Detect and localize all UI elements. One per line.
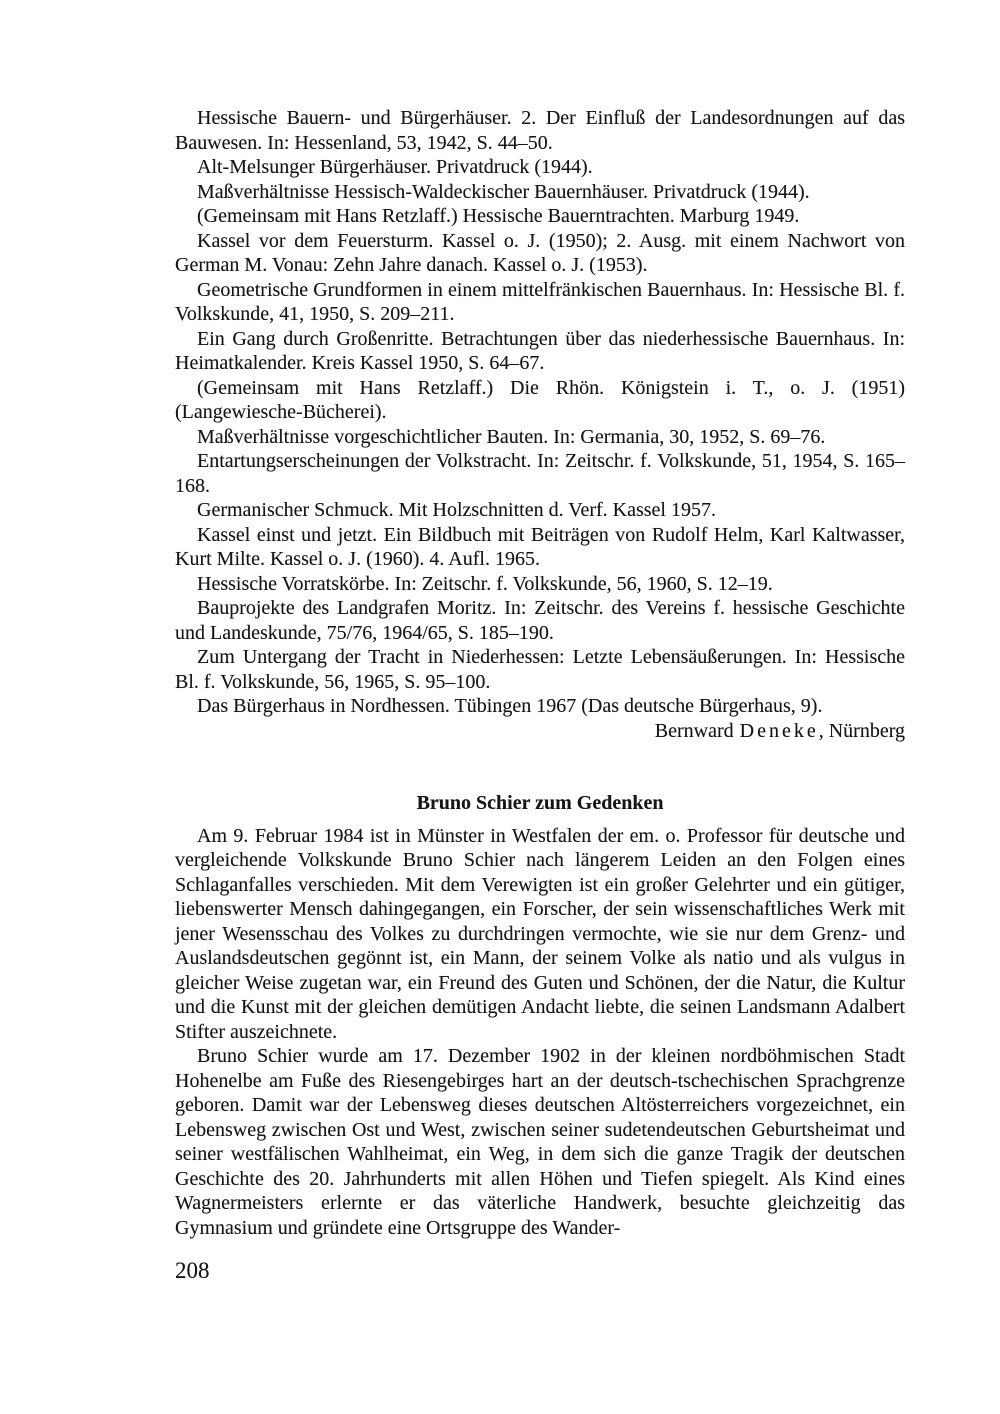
bibliography-entry: Maßverhältnisse vorgeschichtlicher Bauten. In: Germania, 30, 1952, S. 69–76. [197,425,826,448]
bibliography-entry: Zum Untergang der Tracht in Niederhessen: Letzte Lebensäußerungen. In: Hessische Bl. f. Volkskunde, 56, 1965, S. 95–100. [175,646,905,693]
bibliography-entry: Hessische Bauern- und Bürgerhäuser. 2. Der Einfluß der Landesordnungen auf das Bauwesen. In: Hessenland, 53, 1942, S. 44–50. [175,107,905,154]
bibliography-entry: (Gemeinsam mit Hans Retzlaff.) Hessische Bauerntrachten. Marburg 1949. [197,205,800,227]
obituary-section [175,791,905,1240]
text-block [175,106,905,1240]
bibliography-entry: (Gemeinsam mit Hans Retzlaff.) Die Rhön. Königstein i. T., o. J. (1951) (Langewiesche-Bücherei). [175,376,905,423]
signature-given-name: Bernward [654,719,734,742]
bibliography-entry: Kassel vor dem Feuersturm. Kassel o. J. (1950); 2. Ausg. mit einem Nachwort von German M. Vonau: Zehn Jahre danach. Kassel o. J. (1953). [175,229,905,276]
bibliography-entry: Entartungserscheinungen der Volkstracht. In: Zeitschr. f. Volkskunde, 51, 1954, S. 165–168. [175,450,905,497]
signature-line [175,719,905,744]
bibliography-entry: Germanischer Schmuck. Mit Holzschnitten d. Verf. Kassel 1957. [197,499,716,521]
obituary-paragraph: Am 9. Februar 1984 ist in Münster in Westfalen der em. o. Professor für deutsche und vergleichende Volkskunde Bruno Schier nach längerem Leiden an den Folgen eines Schlaganfalles verschieden. Mit dem Verewigten ist ein großer Gelehrter und ein gütiger, liebenswerter Mensch dahingegangen, ein Forscher, der sein wissenschaftliches Werk mit jener Wesensschau des Volkes zu durchdringen vermochte, wie sie nur dem Grenz- und Auslandsdeutschen gegönnt ist, ein Mann, der seinem Volke als natio und als vulgus in gleicher Weise zugetan war, ein Freund des Guten und Schönen, der die Natur, die Kultur und die Kunst mit der gleichen demütigen Andacht liebte, die seinen Landsmann Adalbert Stifter auszeichnete. [175,824,905,1043]
bibliography-entry: Geometrische Grundformen in einem mittelfränkischen Bauernhaus. In: Hessische Bl. f. Volkskunde, 41, 1950, S. 209–211. [175,278,905,325]
bibliography-entry: Bauprojekte des Landgrafen Moritz. In: Zeitschr. des Vereins f. hessische Geschichte und Landeskunde, 75/76, 1964/65, S. 185–190. [175,597,905,644]
signature-family-name: Deneke [739,719,819,742]
page-number: 208 [175,1258,210,1283]
bibliography-entry: Kassel einst und jetzt. Ein Bildbuch mit Beiträgen von Rudolf Helm, Karl Kaltwasser, Kurt Milte. Kassel o. J. (1960). 4. Aufl. 1965. [175,523,905,570]
bibliography-section [175,106,905,743]
bibliography-entry: Hessische Vorratskörbe. In: Zeitschr. f. Volkskunde, 56, 1960, S. 12–19. [197,572,773,595]
bibliography-entry: Das Bürgerhaus in Nordhessen. Tübingen 1967 (Das deutsche Bürgerhaus, 9). [197,695,823,717]
bibliography-entry: Ein Gang durch Großenritte. Betrachtungen über das niederhessische Bauernhaus. In: Heimatkalender. Kreis Kassel 1950, S. 64–67. [175,327,905,374]
obituary-heading: Bruno Schier zum Gedenken [416,792,664,814]
obituary-paragraph: Bruno Schier wurde am 17. Dezember 1902 in der kleinen nordböhmischen Stadt Hohenelbe am Fuße des Riesengebirges hart an der deutsch-tschechischen Sprachgrenze geboren. Damit war der Lebensweg dieses deutschen Altösterreichers vorgezeichnet, ein Lebensweg zwischen Ost und West, zwischen seiner sudetendeutschen Geburtsheimat und seiner westfälischen Wahlheimat, ein Weg, in dem sich die ganze Tragik der deutschen Geschichte des 20. Jahrhunderts mit allen Höhen und Tiefen spiegelt. Als Kind eines Wagnermeisters erlernte er das väterliche Handwerk, besuchte gleichzeitig das Gymnasium und gründete eine Ortsgruppe des Wander- [175,1045,905,1239]
bibliography-entry: Maßverhältnisse Hessisch-Waldeckischer Bauernhäuser. Privatdruck (1944). [197,180,810,203]
signature-place: , Nürnberg [818,719,905,742]
bibliography-entry: Alt-Melsunger Bürgerhäuser. Privatdruck (1944). [197,156,593,178]
